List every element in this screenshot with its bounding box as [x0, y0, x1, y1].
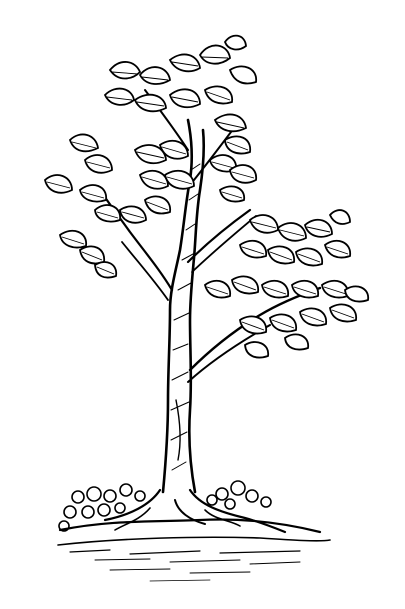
ground — [58, 520, 330, 582]
foliage-upper-right — [210, 114, 256, 201]
foliage-center — [120, 141, 194, 223]
stones-right — [207, 481, 271, 509]
foliage-left — [45, 134, 120, 277]
foliage-top — [105, 36, 256, 112]
